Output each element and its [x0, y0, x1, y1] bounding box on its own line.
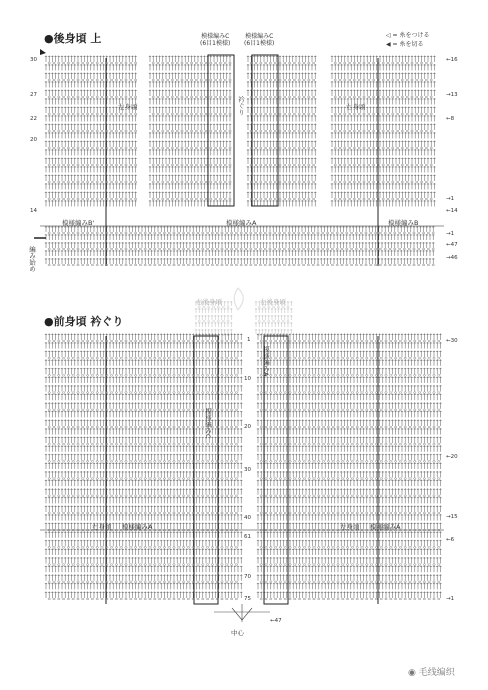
legend-attach: ◁ = 糸をつける — [386, 32, 430, 39]
start-label: 編み始め — [28, 246, 36, 272]
back-grid-right — [331, 56, 436, 207]
row-label-text: 1 — [450, 596, 455, 602]
watermark-text: 毛线编织 — [418, 668, 455, 678]
back-grid-left — [45, 56, 137, 207]
row-label-text: 1 — [450, 196, 455, 202]
center-stitch-symbols — [214, 604, 270, 622]
front-grey-grid-left — [195, 301, 233, 336]
watermark — [408, 665, 455, 678]
stitch-symbols — [45, 226, 435, 264]
grey-right-back-label: 右後身頃 — [196, 298, 222, 306]
row-label-text: 6 — [450, 537, 455, 543]
row-label-text: 47 — [450, 242, 458, 248]
stitch-symbols — [45, 333, 243, 598]
grey-left-back-label: 左後身頃 — [260, 298, 286, 306]
front-pattern-a-left: 模様編みA — [122, 523, 153, 531]
front-grey-grid-right — [255, 301, 293, 336]
row-label-text: 46 — [450, 255, 458, 261]
back-pattern-a-label: 模様編みA — [226, 219, 257, 227]
watermark-logo-icon — [234, 288, 243, 310]
legend-cut: ◀ = 糸を切る — [386, 41, 424, 48]
row-label: 20 — [30, 137, 37, 143]
pattern-c-left-line1: 模様編みC — [201, 33, 230, 40]
pattern-b-prime-label: 模様編みB' — [62, 219, 95, 227]
front-grid-left — [45, 333, 243, 599]
pattern-c-left-note — [200, 33, 230, 47]
row-label: 70 — [244, 574, 251, 580]
stitch-symbols — [45, 56, 137, 207]
row-label: →1 — [446, 596, 455, 602]
front-left-body-label: 左身頃 — [340, 523, 360, 531]
pattern-c-right-line2: (6目1模様) — [244, 40, 275, 47]
row-label: 27 — [30, 92, 37, 98]
row-label-text: 8 — [450, 116, 455, 122]
row-label: 75 — [244, 596, 251, 602]
row-label: →46 — [446, 255, 458, 261]
row-label: ←47 — [446, 242, 458, 248]
row-label: →1 — [446, 231, 455, 237]
row-label: →1 — [446, 196, 455, 202]
row-label: 14 — [30, 208, 37, 214]
row-label: ←20 — [446, 454, 458, 460]
stitch-symbols — [149, 56, 231, 207]
front-grid-right — [257, 333, 442, 599]
row-label: ←8 — [446, 116, 455, 122]
stitch-symbols — [257, 333, 442, 598]
row-label: ←30 — [446, 338, 458, 344]
front-pattern-c-vertical: 模様編みC — [204, 408, 212, 439]
legend — [386, 31, 429, 49]
chain-symbols — [48, 62, 137, 200]
row-label: 30 — [30, 57, 37, 63]
row-label-text: 1 — [450, 231, 455, 237]
row-label: 61 — [244, 534, 251, 540]
back-grid-center-left — [149, 56, 231, 207]
center-count: ←47 — [270, 618, 282, 624]
row-label-text: 20 — [450, 454, 458, 460]
center-label: 中心 — [231, 629, 244, 637]
neckline-label: 衿ぐり — [237, 96, 245, 116]
row-label: →15 — [446, 514, 458, 520]
row-label: ←14 — [446, 208, 458, 214]
stitch-symbols — [331, 56, 436, 207]
pattern-c-right-note — [244, 33, 274, 47]
front-section-title: ●前身頃 衿ぐり — [44, 315, 124, 328]
back-grid-bottom — [45, 226, 435, 266]
row-label: ←6 — [446, 537, 455, 543]
row-label: 40 — [244, 515, 251, 521]
row-label-text: 15 — [450, 514, 458, 520]
row-label: 1 — [247, 337, 251, 343]
back-grid-center-right — [247, 56, 317, 207]
chain-symbols — [250, 62, 315, 200]
chain-symbols — [198, 306, 229, 336]
row-label: 10 — [244, 376, 251, 382]
front-pattern-a-vertical: 模様編みA — [262, 346, 270, 377]
row-label-text: 16 — [450, 57, 458, 63]
pattern-c-right-line1: 模様編みC — [245, 33, 274, 40]
row-label: 20 — [244, 424, 251, 430]
back-left-body-label: 左身頃 — [118, 103, 138, 111]
attach-marker-icon — [40, 49, 46, 55]
row-label: →13 — [446, 92, 458, 98]
row-label-text: 13 — [450, 92, 458, 98]
front-right-body-label: 右身頃 — [92, 523, 112, 531]
back-section-title: ●後身頃 上 — [44, 32, 102, 45]
row-label-text: 14 — [450, 208, 458, 214]
wechat-icon: ◉ — [408, 668, 416, 678]
row-label-text: 30 — [450, 338, 458, 344]
row-label: ←16 — [446, 57, 458, 63]
row-label: 22 — [30, 116, 37, 122]
back-right-body-label: 右身頃 — [346, 103, 366, 111]
chain-symbols — [258, 306, 289, 336]
front-pattern-a-right: 模様編みA — [370, 523, 401, 531]
center-count-text: 47 — [274, 618, 282, 624]
pattern-b-label: 模様編みB — [388, 219, 419, 227]
row-label: 30 — [244, 467, 251, 473]
pattern-c-left-line2: (6目1模様) — [200, 40, 231, 47]
